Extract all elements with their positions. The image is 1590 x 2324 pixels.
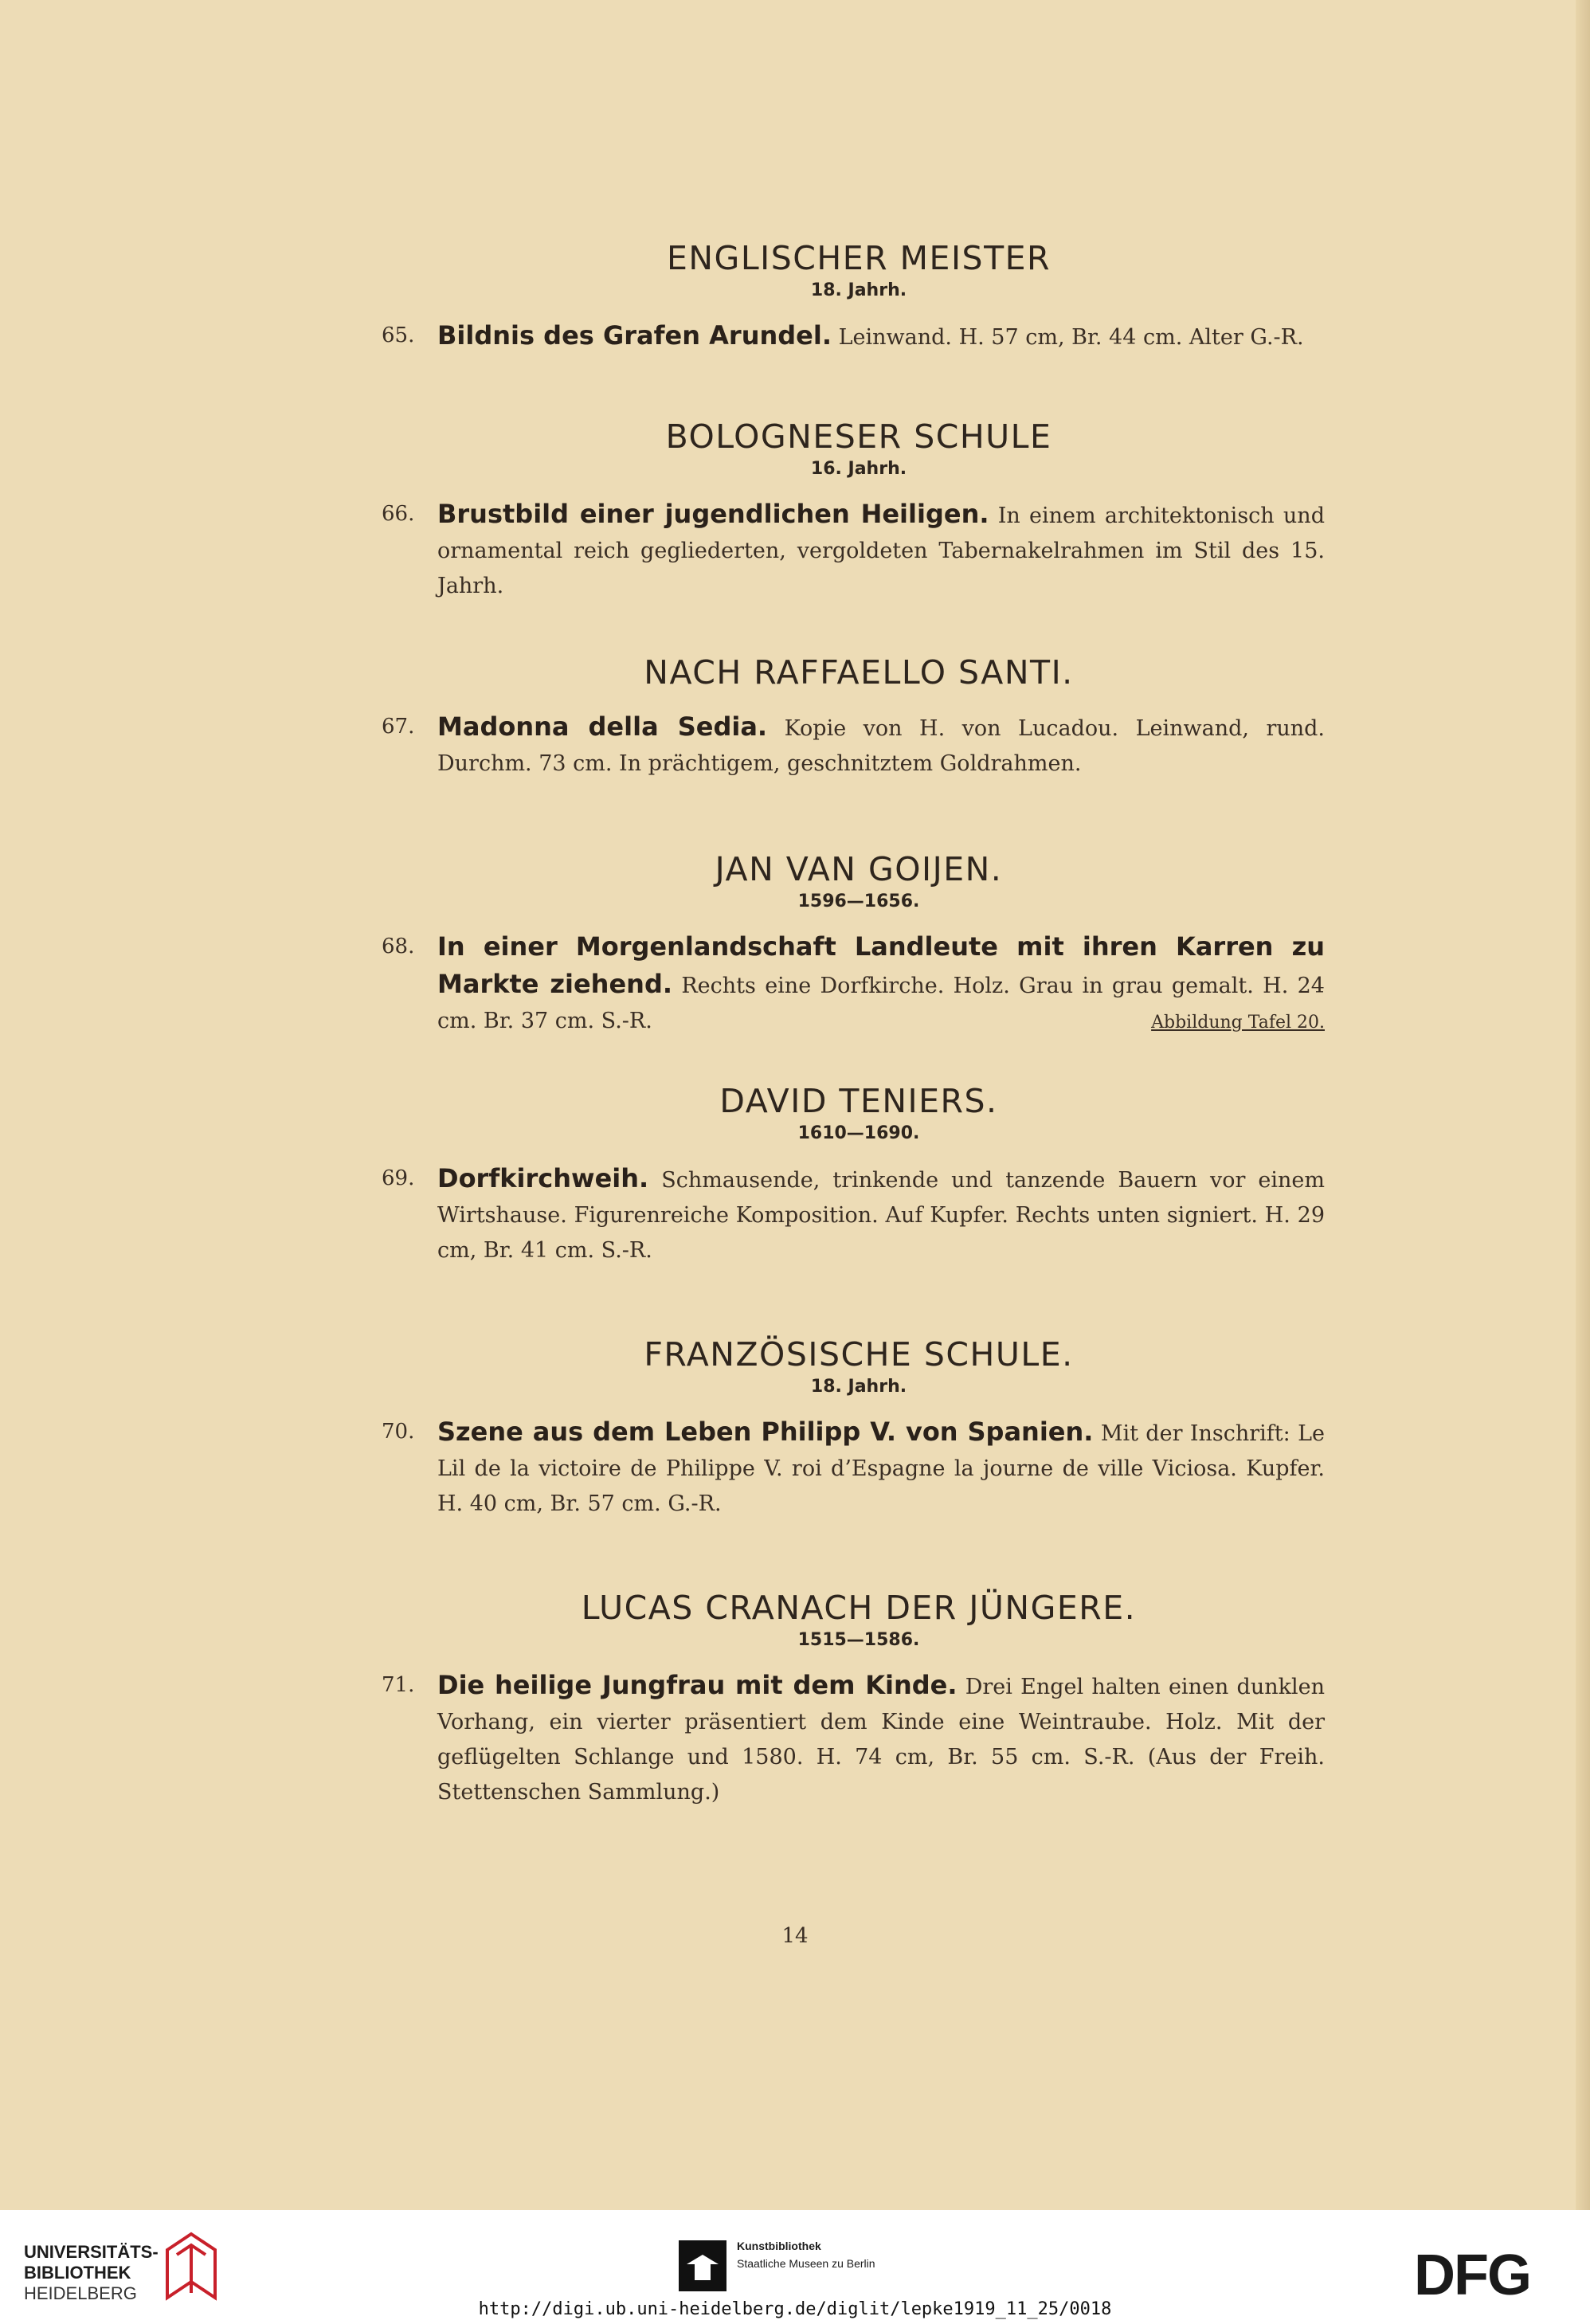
entry-number: 71. — [382, 1673, 415, 1697]
entry-title: Bildnis des Grafen Arundel. — [437, 320, 832, 351]
ub-line-2: BIBLIOTHEK — [24, 2263, 131, 2283]
catalog-section — [382, 239, 1325, 355]
entry-title: Die heilige Jungfrau mit dem Kinde. — [437, 1670, 958, 1700]
entry-description: Mit der Inschrift: Le Lil de la victoire de Philippe V. roi d’Espagne la journe de ville Viciosa. Kupfer. H. 40 cm, Br. 57 cm. G.-R. — [437, 1421, 1325, 1516]
ub-line-3: HEIDELBERG — [24, 2283, 137, 2303]
entry-number: 67. — [382, 715, 415, 739]
entry-title: Brustbild einer jugendlichen Heiligen. — [437, 499, 989, 529]
entry-number: 70. — [382, 1420, 415, 1444]
artist-dates: 16. Jahrh. — [810, 459, 907, 479]
entry-number: 65. — [382, 323, 415, 347]
entry-description: Rechts eine Dorfkirche. Holz. Grau in grau gemalt. H. 24 cm. Br. 37 cm. S.-R. — [437, 974, 1325, 1033]
plate-reference: Abbildung Tafel 20. — [1151, 1013, 1325, 1033]
dfg-logo[interactable]: DFG — [1414, 2244, 1530, 2307]
artist-heading: NACH RAFFAELLO SANTI. — [644, 653, 1074, 692]
entry-title: Dorfkirchweih. — [437, 1163, 649, 1193]
artist-dates: 1596—1656. — [797, 892, 920, 911]
ub-heidelberg-logo-icon[interactable] — [159, 2226, 223, 2306]
catalog-section — [382, 1335, 1325, 1522]
artist-dates: 1515—1586. — [797, 1630, 920, 1650]
kb-sub: Staatliche Museen zu Berlin — [737, 2257, 875, 2270]
page-number: 14 — [781, 1924, 809, 1948]
entry-number: 66. — [382, 502, 415, 526]
entry-description: Kopie von H. von Lucadou. Leinwand, rund. Durchm. 73 cm. In prächtigem, geschnitztem Goldrahmen. — [437, 716, 1325, 776]
entry-number: 69. — [382, 1166, 415, 1190]
catalog-section — [382, 653, 1325, 782]
ub-heidelberg-wordmark[interactable] — [24, 2242, 159, 2304]
catalog-entry — [382, 1668, 1325, 1810]
viewer-footer — [0, 2210, 1590, 2324]
entry-title: Madonna della Sedia. — [437, 711, 768, 742]
artist-heading: BOLOGNESER SCHULE — [665, 417, 1052, 456]
entry-description: In einem architektonisch und ornamental reich gegliederten, vergoldeten Tabernakelrahmen im Stil des 15. Jahrh. — [437, 504, 1325, 598]
catalog-entry — [382, 929, 1325, 1041]
kunstbibliothek-label — [737, 2237, 875, 2272]
catalog-entry — [382, 318, 1325, 355]
entry-description: Schmausende, trinkende und tanzende Bauern vor einem Wirtshause. Figurenreiche Komposition. Auf Kupfer. Rechts unten signiert. H. 29 cm, Br. 41 cm. S.-R. — [437, 1168, 1325, 1263]
catalog-entry — [382, 1161, 1325, 1268]
permalink-url[interactable]: http://digi.ub.uni-heidelberg.de/diglit/lepke1919_11_25/0018 — [478, 2299, 1112, 2319]
catalog-entry — [382, 496, 1325, 604]
kunstbibliothek-logo-icon[interactable] — [679, 2240, 726, 2291]
catalog-entry — [382, 709, 1325, 782]
artist-heading: JAN VAN GOIJEN. — [715, 850, 1003, 888]
artist-heading: FRANZÖSISCHE SCHULE. — [644, 1335, 1074, 1374]
entry-description: Leinwand. H. 57 cm, Br. 44 cm. Alter G.-R. — [838, 325, 1304, 350]
artist-heading: DAVID TENIERS. — [719, 1082, 998, 1120]
ub-line-1: UNIVERSITÄTS- — [24, 2242, 159, 2262]
page-edge — [1576, 0, 1590, 2210]
entry-number: 68. — [382, 935, 415, 958]
artist-dates: 18. Jahrh. — [810, 1377, 907, 1397]
catalog-section — [382, 1589, 1325, 1810]
artist-heading: LUCAS CRANACH DER JÜNGERE. — [581, 1589, 1137, 1627]
kb-name: Kunstbibliothek — [737, 2240, 821, 2252]
entry-title: In einer Morgenlandschaft Landleute mit ihren Karren zu Markte ziehend. — [437, 931, 1325, 999]
catalog-section — [382, 1082, 1325, 1268]
artist-dates: 18. Jahrh. — [810, 280, 907, 300]
entry-description: Drei Engel halten einen dunklen Vorhang, ein vierter präsentiert dem Kinde eine Weintraube. Holz. Mit der geflügelten Schlange und 1580. H. 74 cm, Br. 55 cm. S.-R. (Aus der Freih. Stettenschen Sammlung.) — [437, 1675, 1325, 1805]
entry-title: Szene aus dem Leben Philipp V. von Spanien. — [437, 1417, 1094, 1447]
artist-heading: ENGLISCHER MEISTER — [666, 239, 1052, 277]
catalog-entry — [382, 1414, 1325, 1522]
catalog-content — [382, 239, 1325, 1810]
catalog-section — [382, 850, 1325, 1041]
catalog-section — [382, 417, 1325, 604]
artist-dates: 1610—1690. — [797, 1123, 920, 1143]
